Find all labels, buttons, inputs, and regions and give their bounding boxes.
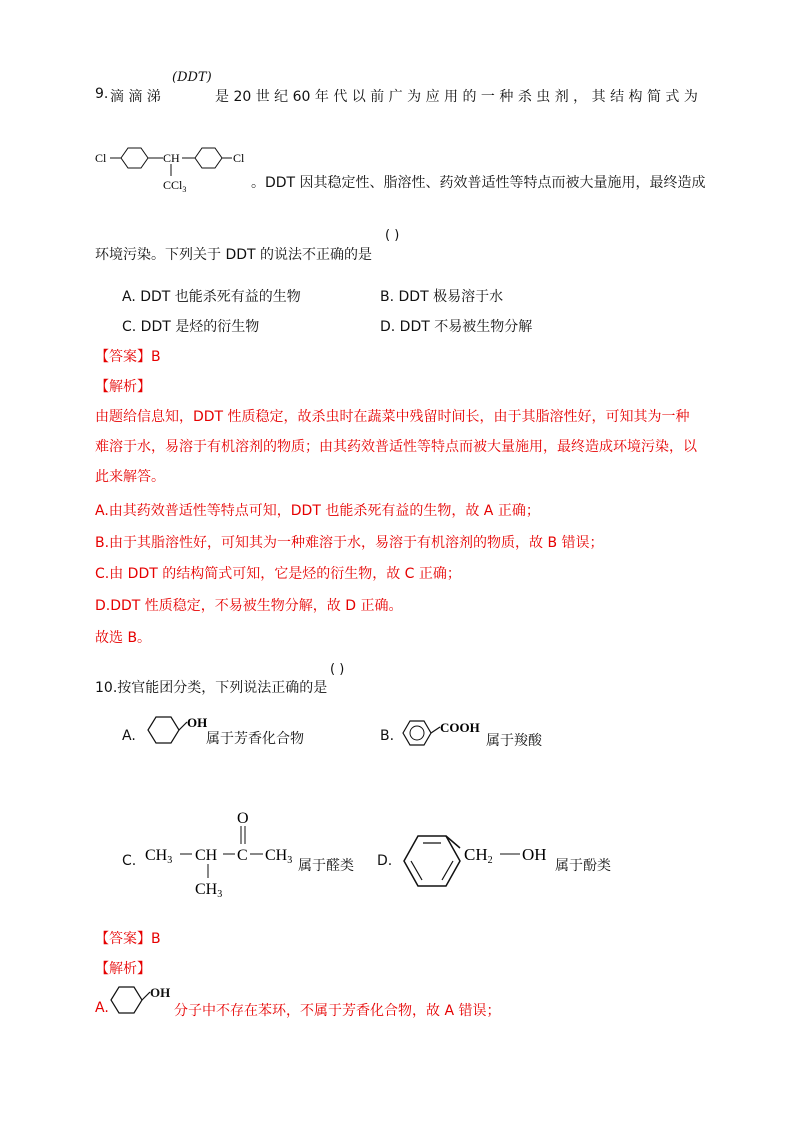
q10-analysis-a-text: 分子中不存在苯环，不属于芳香化合物，故 A 错误； (174, 1003, 501, 1019)
ketone-structure (145, 808, 300, 900)
ketone-ch3-bottom: CH3 (195, 881, 223, 900)
q9-option-a: A. DDT 也能杀死有益的生物 (122, 289, 301, 305)
ddt-ccl3: CCl$_3$ (163, 178, 187, 194)
q10-option-b-text: 属于羧酸 (486, 733, 542, 749)
q10-option-a-text: 属于芳香化合物 (206, 731, 304, 747)
cyclohexanol-structure (145, 712, 210, 748)
q9-analysis-line-2: 难溶于水，易溶于有机溶剂的物质；由其药效普适性等特点而被大量施用，最终造成环境污染，以 (95, 439, 697, 455)
ketone-ch3-left: CH3 (145, 847, 173, 866)
q9-option-d: D. DDT 不易被生物分解 (380, 319, 533, 335)
benzoic-acid-structure (400, 715, 490, 751)
q9-answer-paren: ( ) (385, 228, 400, 243)
q9-option-b: B. DDT 极易溶于水 (380, 289, 504, 305)
q9-analysis-title: 【解析】 (95, 379, 151, 395)
q9-number: 9. (95, 86, 109, 102)
q10-option-c-label: C. (122, 853, 137, 869)
q10-stem: 10.按官能团分类，下列说法正确的是 (95, 680, 328, 696)
q10-answer-paren: ( ) (330, 662, 345, 677)
q9-analysis-line-7: D.DDT 性质稳定，不易被生物分解，故 D 正确。 (95, 598, 403, 614)
q9-analysis-line-1: 由题给信息知，DDT 性质稳定，故杀虫时在蔬菜中残留时间长，由于其脂溶性好，可知其为一种 (95, 409, 690, 425)
q9-analysis-line-3: 此来解答。 (95, 469, 165, 485)
benzyl-oh: OH (522, 845, 547, 864)
ketone-ch3-right: CH3 (265, 847, 293, 866)
q10-answer: 【答案】B (95, 931, 161, 947)
q10-option-b-label: B. (380, 728, 395, 744)
ketone-o: O (237, 810, 249, 827)
q9-analysis-line-4: A.由其药效普适性等特点可知，DDT 也能杀死有益的生物，故 A 正确； (95, 503, 540, 519)
q10-option-d-text: 属于酚类 (555, 858, 611, 874)
q9-stem-line1: 是 20 世 纪 60 年 代 以 前 广 为 应 用 的 一 种 杀 虫 剂 ， 其 结 构 简 式 为 (215, 89, 698, 105)
analysis-cyclohexanol-structure (108, 982, 176, 1018)
q9-stem-line3: 环境污染。下列关于 DDT 的说法不正确的是 (95, 247, 373, 263)
q9-analysis-line-5: B.由于其脂溶性好，可知其为一种难溶于水，易溶于有机溶剂的物质，故 B 错误； (95, 535, 604, 551)
benzoic-acid-cooh: COOH (440, 720, 480, 735)
q10-option-d-label: D. (377, 853, 393, 869)
ddt-structure (95, 140, 255, 195)
q9-stem-line2: 。DDT 因其稳定性、脂溶性、药效普适性等特点而被大量施用，最终造成 (251, 175, 706, 191)
ddt-ch: CH (163, 151, 180, 165)
cyclohexanol-oh: OH (187, 715, 208, 730)
q10-analysis-title: 【解析】 (95, 961, 151, 977)
ketone-c: C (237, 847, 248, 864)
q9-analysis-line-6: C.由 DDT 的结构简式可知，它是烃的衍生物，故 C 正确； (95, 566, 461, 582)
q9-lead: 滴 滴 涕 (110, 89, 161, 105)
q9-answer: 【答案】B (95, 349, 161, 365)
q10-option-c-text: 属于醛类 (298, 858, 354, 874)
q9-option-c: C. DDT 是烃的衍生物 (122, 319, 260, 335)
q9-formula-label: (DDT) (172, 70, 212, 85)
ddt-cl-right: Cl (233, 151, 245, 165)
ddt-cl-left: Cl (95, 151, 107, 165)
ketone-ch: CH (195, 847, 218, 864)
benzyl-ch2: CH2 (464, 845, 493, 866)
q9-analysis-line-8: 故选 B。 (95, 630, 152, 646)
q10-option-a-label: A. (122, 728, 136, 744)
q10-analysis-a-label: A. (95, 1000, 109, 1016)
analysis-cyclohexanol-oh: OH (150, 985, 171, 1000)
